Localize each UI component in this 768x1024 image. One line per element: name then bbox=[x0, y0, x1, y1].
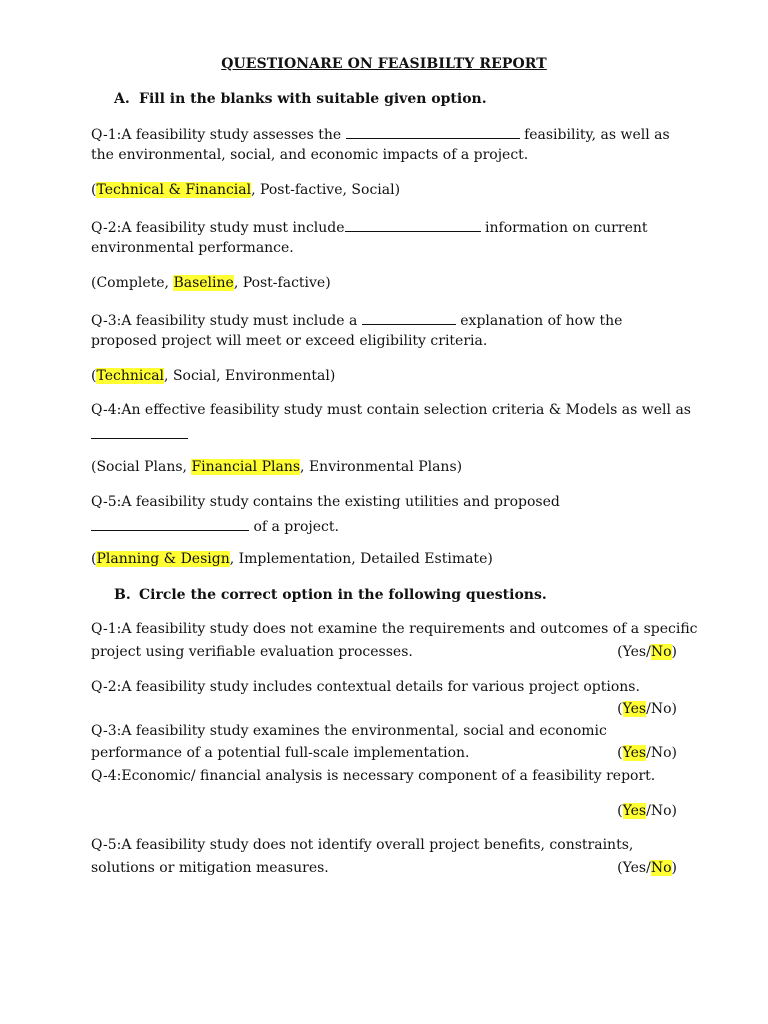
a-q2-text-after: information on current bbox=[485, 220, 648, 236]
a-q5-option-1[interactable]: Planning & Design bbox=[96, 551, 230, 567]
section-a-heading-text: Fill in the blanks with suitable given option. bbox=[139, 91, 487, 107]
a-q2-option-3[interactable]: Post-factive bbox=[242, 275, 326, 291]
a-q4-option-2[interactable]: Financial Plans bbox=[191, 459, 301, 475]
b-q3-yes-no: (Yes/No) bbox=[617, 745, 677, 761]
a-q5-text: A feasibility study contains the existing utilities and proposed bbox=[121, 494, 560, 510]
a-q2-text-before: A feasibility study must include bbox=[121, 220, 345, 236]
b-q4-no-option[interactable]: No bbox=[650, 803, 672, 819]
b-q5-text: A feasibility study does not identify overall project benefits, constraints, bbox=[121, 837, 634, 853]
b-q2-yes-option[interactable]: Yes bbox=[622, 701, 647, 717]
a-q1-number: Q-1: bbox=[91, 127, 122, 143]
a-q2-options: (Complete, Baseline, Post-factive) bbox=[91, 275, 331, 291]
b-q5-yes-option[interactable]: Yes bbox=[622, 860, 647, 876]
a-q5-blank[interactable] bbox=[91, 516, 249, 531]
a-q3-option-2[interactable]: Social bbox=[172, 368, 217, 384]
a-q3-option-3[interactable]: Environmental bbox=[225, 368, 330, 384]
a-q2-number: Q-2: bbox=[91, 220, 122, 236]
b-q3-text: A feasibility study examines the environmental, social and economic bbox=[121, 723, 607, 739]
b-q3-line2: performance of a potential full-scale implementation. bbox=[91, 745, 470, 761]
b-q4-yes-option[interactable]: Yes bbox=[622, 803, 647, 819]
a-q1-blank[interactable] bbox=[346, 124, 520, 139]
section-a-heading bbox=[114, 91, 487, 107]
a-q2-option-1[interactable]: Complete bbox=[96, 275, 165, 291]
a-q3-number: Q-3: bbox=[91, 313, 122, 329]
a-q4-options: (Social Plans, Financial Plans, Environmental Plans) bbox=[91, 459, 463, 475]
b-q5-number: Q-5: bbox=[91, 837, 122, 853]
b-q3-line1 bbox=[91, 723, 681, 739]
section-b-letter: B. bbox=[114, 587, 131, 603]
b-q1-line1 bbox=[91, 621, 698, 637]
a-q4-option-1[interactable]: Social Plans bbox=[96, 459, 183, 475]
b-q2-line1 bbox=[91, 679, 681, 695]
a-q3-line1 bbox=[91, 310, 681, 329]
a-q1-line1 bbox=[91, 124, 681, 143]
a-q4-number: Q-4: bbox=[91, 402, 122, 418]
b-q1-text: A feasibility study does not examine the requirements and outcomes of a specific bbox=[121, 621, 698, 637]
b-q1-yes-no: (Yes/No) bbox=[617, 644, 677, 660]
section-b-heading bbox=[114, 587, 547, 603]
b-q4-text: Economic/ financial analysis is necessary component of a feasibility report. bbox=[121, 768, 656, 784]
b-q2-number: Q-2: bbox=[91, 679, 122, 695]
a-q4-line2 bbox=[91, 424, 681, 443]
b-q5-line2: solutions or mitigation measures. bbox=[91, 860, 329, 876]
section-b-heading-text: Circle the correct option in the following questions. bbox=[139, 587, 547, 603]
b-q5-no-option[interactable]: No bbox=[650, 860, 672, 876]
a-q5-text-after: of a project. bbox=[253, 519, 339, 535]
a-q3-options: (Technical, Social, Environmental) bbox=[91, 368, 336, 384]
b-q3-yes-option[interactable]: Yes bbox=[622, 745, 647, 761]
a-q1-options: (Technical & Financial, Post-factive, Social) bbox=[91, 182, 401, 198]
a-q1-text-before: A feasibility study assesses the bbox=[121, 127, 342, 143]
a-q1-option-2[interactable]: Post-factive bbox=[260, 182, 343, 198]
a-q5-line1 bbox=[91, 494, 681, 510]
a-q5-option-2[interactable]: Implementation bbox=[238, 551, 352, 567]
a-q5-number: Q-5: bbox=[91, 494, 122, 510]
a-q3-text-after: explanation of how the bbox=[460, 313, 623, 329]
page-title: QUESTIONARE ON FEASIBILTY REPORT bbox=[221, 56, 547, 72]
a-q1-option-1[interactable]: Technical & Financial bbox=[96, 182, 252, 198]
b-q3-no-option[interactable]: No bbox=[650, 745, 672, 761]
b-q4-yes-no: (Yes/No) bbox=[617, 803, 677, 819]
a-q2-option-2[interactable]: Baseline bbox=[173, 275, 234, 291]
b-q1-yes-option[interactable]: Yes bbox=[622, 644, 647, 660]
b-q4-line1 bbox=[91, 768, 681, 784]
a-q2-line2: environmental performance. bbox=[91, 240, 294, 256]
b-q2-no-option[interactable]: No bbox=[650, 701, 672, 717]
a-q3-option-1[interactable]: Technical bbox=[96, 368, 165, 384]
b-q5-yes-no: (Yes/No) bbox=[617, 860, 677, 876]
a-q2-blank[interactable] bbox=[345, 217, 481, 232]
a-q4-text: An effective feasibility study must contain selection criteria & Models as well as bbox=[121, 402, 691, 418]
a-q4-line1 bbox=[91, 402, 691, 418]
b-q1-number: Q-1: bbox=[91, 621, 122, 637]
a-q1-text-after: feasibility, as well as bbox=[524, 127, 670, 143]
a-q1-line2: the environmental, social, and economic impacts of a project. bbox=[91, 147, 529, 163]
b-q2-yes-no: (Yes/No) bbox=[617, 701, 677, 717]
a-q3-text-before: A feasibility study must include a bbox=[121, 313, 358, 329]
b-q1-line2: project using verifiable evaluation processes. bbox=[91, 644, 413, 660]
a-q2-line1 bbox=[91, 217, 681, 236]
a-q4-blank[interactable] bbox=[91, 424, 188, 439]
b-q5-line1 bbox=[91, 837, 681, 853]
a-q4-option-3[interactable]: Environmental Plans bbox=[308, 459, 457, 475]
b-q4-number: Q-4: bbox=[91, 768, 122, 784]
a-q1-option-3[interactable]: Social bbox=[351, 182, 395, 198]
section-a-letter: A. bbox=[114, 91, 130, 107]
a-q3-line2: proposed project will meet or exceed eligibility criteria. bbox=[91, 333, 488, 349]
a-q5-options: (Planning & Design, Implementation, Detailed Estimate) bbox=[91, 551, 493, 567]
b-q2-text: A feasibility study includes contextual details for various project options. bbox=[121, 679, 640, 695]
a-q5-line2 bbox=[91, 516, 681, 535]
a-q3-blank[interactable] bbox=[362, 310, 456, 325]
b-q3-number: Q-3: bbox=[91, 723, 122, 739]
a-q5-option-3[interactable]: Detailed Estimate bbox=[360, 551, 488, 567]
b-q1-no-option[interactable]: No bbox=[650, 644, 672, 660]
